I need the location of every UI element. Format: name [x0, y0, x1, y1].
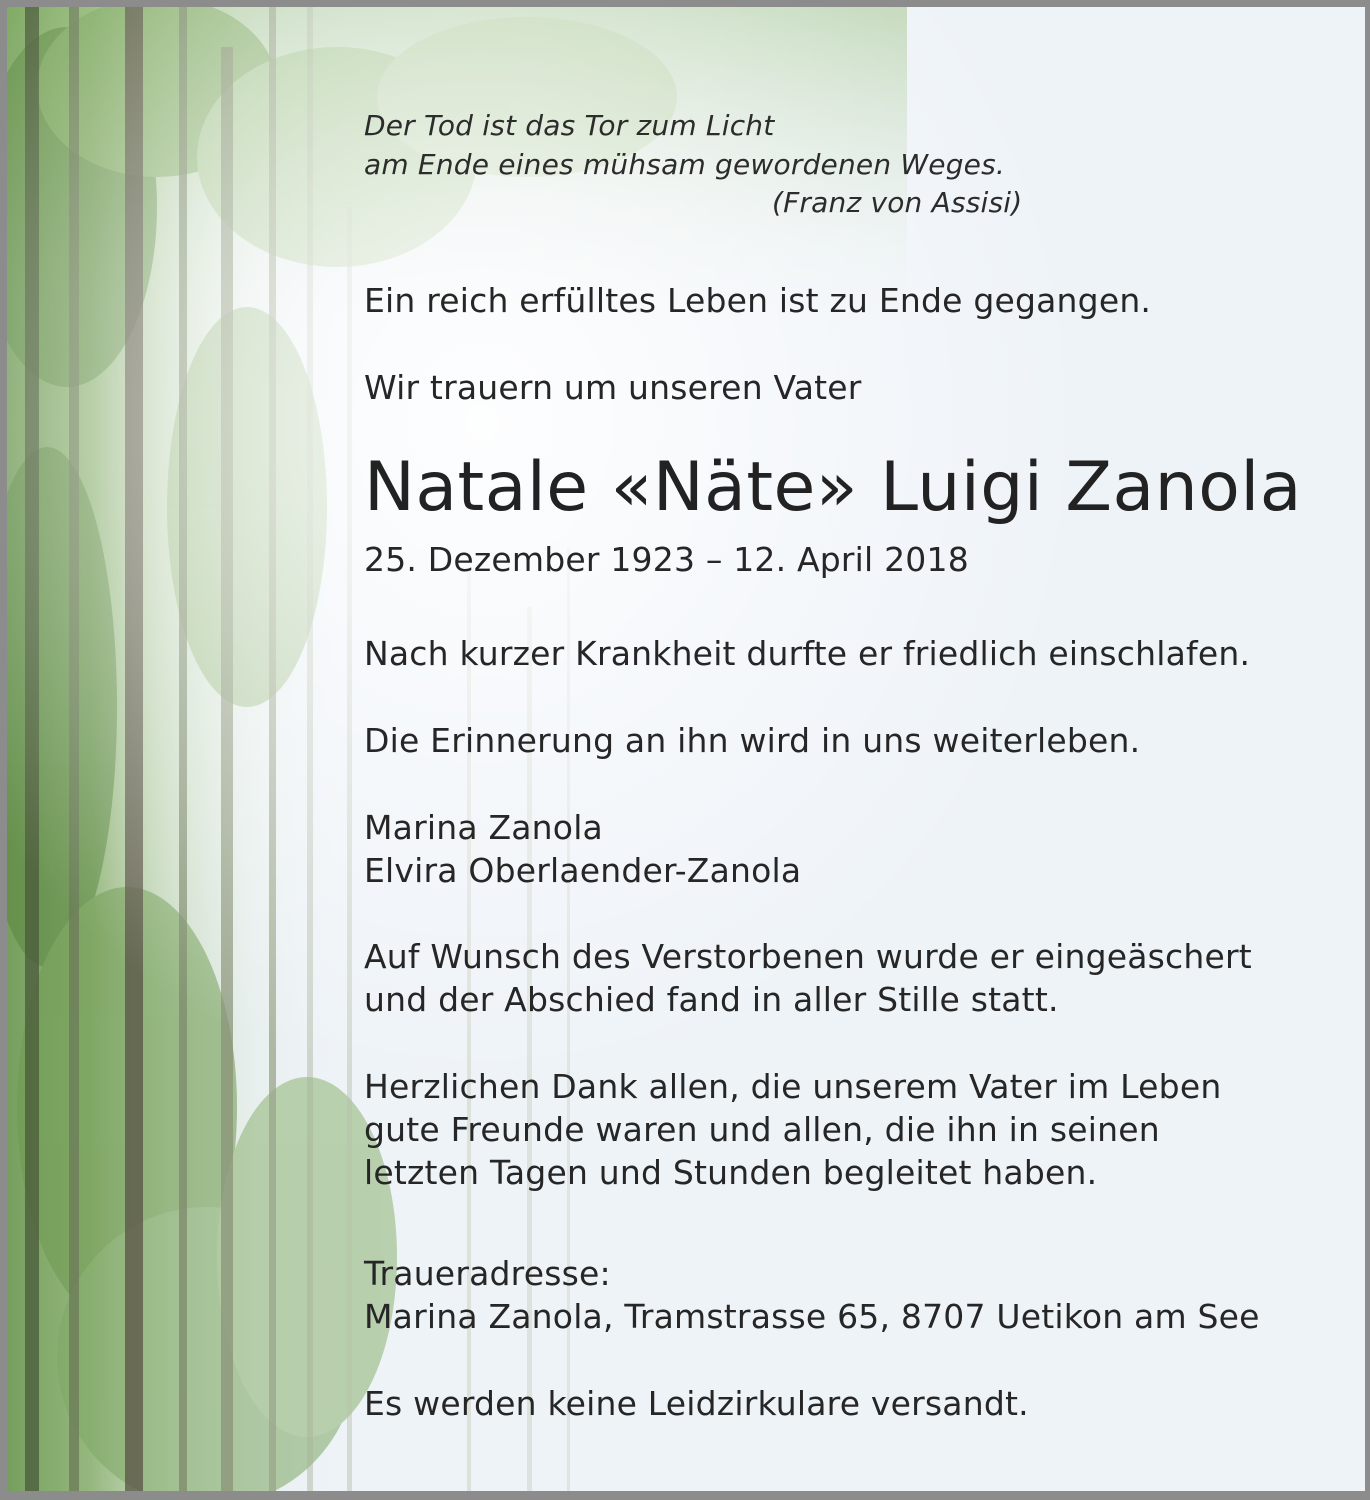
passing-text: Nach kurzer Krankheit durfte er friedlich einschlafen.: [364, 634, 1251, 673]
family-member: Elvira Oberlaender-Zanola: [364, 851, 802, 890]
deceased-name: Natale «Näte» Luigi Zanola: [364, 448, 1302, 527]
mourning-text: Wir trauern um unseren Vater: [364, 368, 862, 407]
memory-text: Die Erinnerung an ihn wird in uns weiterleben.: [364, 721, 1141, 760]
thanks-line: Herzlichen Dank allen, die unserem Vater im Leben: [364, 1067, 1222, 1106]
life-dates: 25. Dezember 1923 – 12. April 2018: [364, 540, 969, 579]
address-value: Marina Zanola, Tramstrasse 65, 8707 Uetikon am See: [364, 1297, 1260, 1336]
family-member: Marina Zanola: [364, 808, 603, 847]
farewell-line: Auf Wunsch des Verstorbenen wurde er eingeäschert: [364, 937, 1252, 976]
address-label: Traueradresse:: [364, 1254, 611, 1293]
farewell-line: und der Abschied fand in aller Stille statt.: [364, 980, 1059, 1019]
intro-text: Ein reich erfülltes Leben ist zu Ende gegangen.: [364, 281, 1152, 320]
notice-text: Es werden keine Leidzirkulare versandt.: [364, 1384, 1029, 1423]
thanks-line: gute Freunde waren und allen, die ihn in seinen: [364, 1110, 1160, 1149]
quote-line-2: am Ende eines mühsam gewordenen Weges.: [364, 148, 1005, 181]
quote-author: (Franz von Assisi): [772, 186, 1023, 219]
thanks-line: letzten Tagen und Stunden begleitet haben.: [364, 1153, 1098, 1192]
quote-line-1: Der Tod ist das Tor zum Licht: [364, 109, 775, 142]
